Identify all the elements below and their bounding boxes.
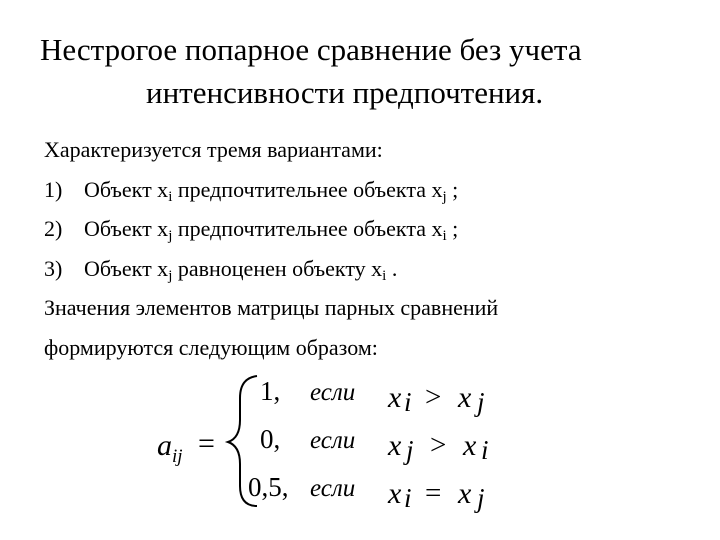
list-item-text: предпочтительнее объекта x — [172, 176, 443, 202]
var-subscript: j — [477, 387, 485, 417]
case-condition-word: если — [310, 379, 356, 406]
case-value: 1, — [260, 376, 281, 406]
case-condition-word: если — [310, 475, 356, 502]
var-x: x — [458, 381, 472, 414]
title-line-2: интенсивности предпочтения. — [146, 75, 544, 110]
case-value: 0, — [260, 424, 281, 454]
var-x: x — [463, 429, 477, 462]
list-item-text: Объект x — [84, 216, 169, 241]
subscript: j — [168, 228, 173, 244]
var-x: x — [388, 477, 402, 510]
list-item-text: ; — [446, 216, 459, 241]
case-operator: = — [425, 477, 442, 509]
var-subscript: i — [404, 483, 412, 513]
subscript: i — [382, 267, 387, 284]
var-subscript: j — [406, 435, 414, 465]
closing-text-2: формируются следующим образом: — [44, 334, 378, 360]
intro-text: Характеризуется тремя вариантами: — [44, 137, 383, 162]
closing-text-1: Значения элементов матрицы парных сравнений — [44, 295, 499, 320]
case-condition-word: если — [310, 427, 356, 454]
subscript: j — [442, 188, 447, 205]
var-x: x — [458, 477, 472, 510]
formula-lhs-subscript: ij — [172, 446, 183, 467]
var-subscript: j — [477, 483, 485, 513]
var-subscript: i — [481, 435, 489, 465]
list-item-text: равноценен объекту x — [172, 255, 383, 281]
list-item-text: ; — [446, 176, 459, 202]
var-x: x — [388, 429, 402, 462]
case-operator: > — [425, 381, 442, 413]
list-item-text: Объект x — [84, 176, 169, 202]
formula-lhs: a — [157, 429, 172, 462]
case-operator: > — [430, 429, 447, 461]
list-item-text: предпочтительнее объекта x — [172, 216, 443, 241]
list-item-text: Объект x — [84, 255, 169, 281]
list-item-number: 1) — [44, 176, 63, 202]
case-value: 0,5, — [248, 472, 289, 502]
var-x: x — [388, 381, 402, 414]
subscript: i — [168, 188, 173, 205]
title-line-1: Нестрогое попарное сравнение без учета — [40, 32, 582, 67]
list-item-text: . — [386, 255, 398, 281]
formula-equals: = — [198, 427, 215, 460]
subscript: i — [442, 228, 447, 244]
var-subscript: i — [404, 387, 412, 417]
list-item-number: 3) — [44, 255, 63, 281]
subscript: j — [168, 267, 173, 284]
list-item-number: 2) — [44, 216, 63, 241]
